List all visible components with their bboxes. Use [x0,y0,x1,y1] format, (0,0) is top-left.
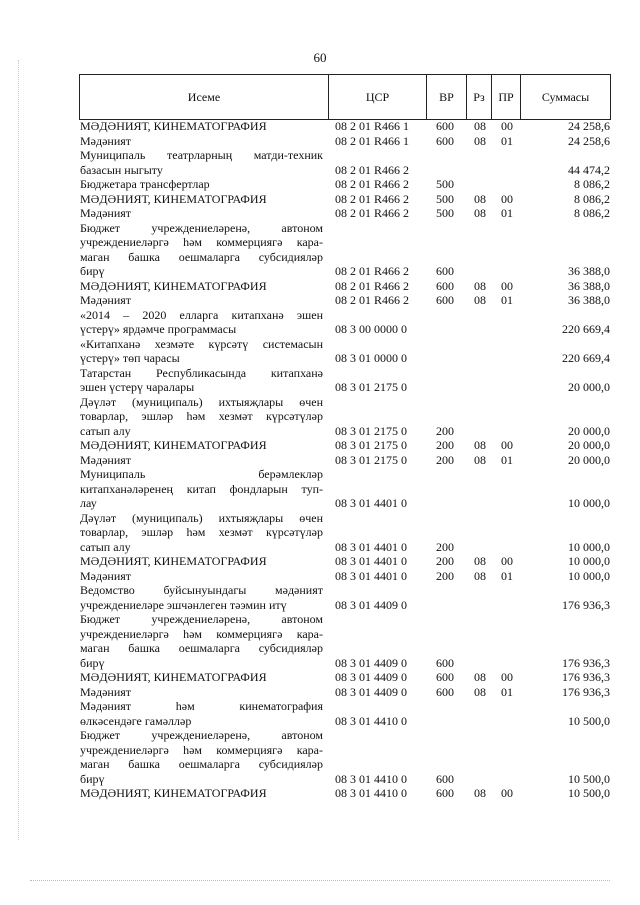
row-csr: 08 3 01 4410 0 [335,786,407,800]
row-name [80,308,323,337]
row-csr: 08 2 01 R466 2 [335,191,410,206]
row-name-line: Бюджет учреждениеләренә, автоном [80,728,323,742]
row-sum: 20 000,0 [568,423,610,438]
row-csr: 08 3 01 4401 0 [335,539,407,554]
row-name-line: учреждениеләргә һәм коммерциягә кара- [80,235,323,249]
row-name [80,511,323,555]
row-sum: 24 258,6 [568,133,610,148]
row-name [80,148,323,177]
table-row [0,148,640,177]
table-row [0,583,640,612]
table-row [0,279,640,294]
row-name-line: үстерү» ярдәмче программасы [80,322,237,336]
row-pr: 01 [501,568,513,583]
row-name-line: Дәүләт (муниципаль) ихтыяҗлары өчен [80,510,323,525]
row-name [80,279,323,294]
row-name-line: сатып алу [80,423,131,438]
row-name-line: «Китапханә хезмәте күрсәтү системасын [80,336,323,351]
row-sum: 20 000,0 [568,380,610,394]
row-name [80,395,323,439]
row-csr: 08 3 00 0000 0 [335,322,407,336]
row-name-line: товарлар, эшләр һәм хезмәт күрсәтүләр [80,525,323,539]
row-vr: 600 [436,119,454,133]
row-name-line: маган башка оешмаларга субсидияләр [80,249,323,264]
row-csr: 08 2 01 R466 2 [335,278,410,293]
table-body [0,119,640,801]
row-sum: 20 000,0 [568,438,610,452]
row-name-line: Бюджет учреждениеләренә, автоном [80,612,323,626]
row-sum: 220 669,4 [562,351,610,365]
row-name-line: МӘДӘНИЯТ, КИНЕМАТОГРАФИЯ [80,554,267,568]
row-vr: 200 [436,438,454,452]
row-name-line: китапханәләренең китап фондларын туп- [80,481,323,496]
row-name-line: Татарстан Республикасында китапханә [80,365,323,380]
row-rz: 08 [474,684,486,699]
table-row [0,554,640,569]
table-row [0,221,640,279]
table-row [0,685,640,700]
row-pr: 00 [501,786,513,800]
row-rz: 08 [474,786,486,800]
row-vr: 600 [436,293,454,307]
row-sum: 36 388,0 [568,264,610,278]
row-vr: 600 [436,655,454,670]
table-row [0,569,640,584]
row-vr: 200 [436,568,454,583]
row-sum: 44 474,2 [568,162,610,177]
table-row [0,670,640,685]
row-pr: 01 [501,293,513,307]
row-pr: 01 [501,684,513,699]
table-row [0,728,640,786]
row-name-line: өлкәсендәге гамәлләр [80,713,192,728]
row-csr: 08 3 01 2175 0 [335,438,407,452]
row-name-line: учреждениеләргә һәм коммерциягә кара- [80,742,323,757]
table-row [0,395,640,439]
row-name [80,206,323,221]
table-row [0,511,640,555]
row-sum: 36 388,0 [568,278,610,293]
header-pr: ПР [492,75,521,120]
scan-artifact [30,880,610,881]
table-row [0,134,640,149]
table-header [79,74,611,120]
row-csr: 08 3 01 4409 0 [335,684,407,699]
row-sum: 10 000,0 [568,496,610,510]
row-name-line: Бюджет учреждениеләренә, автоном [80,220,323,235]
row-csr: 08 3 01 0000 0 [335,351,407,365]
row-vr: 500 [436,191,454,206]
row-name-line: Муниципаль театрларның матди-техник [80,148,323,162]
row-vr: 600 [436,684,454,699]
row-rz: 08 [474,293,486,307]
row-name [80,366,323,395]
row-rz: 08 [474,278,486,293]
table-row [0,699,640,728]
row-name-line: МӘДӘНИЯТ, КИНЕМАТОГРАФИЯ [80,278,267,293]
row-sum: 10 000,0 [568,554,610,568]
row-csr: 08 2 01 R466 2 [335,177,410,191]
row-csr: 08 3 01 4401 0 [335,496,407,510]
row-name-line: Мәдәният [80,133,132,148]
row-name-line: Мәдәният [80,684,132,699]
row-csr: 08 2 01 R466 1 [335,133,410,148]
row-name [80,699,323,728]
row-csr: 08 2 01 R466 1 [335,119,410,133]
row-csr: 08 2 01 R466 2 [335,162,410,177]
row-pr: 01 [501,206,513,220]
row-name [80,612,323,670]
row-vr: 600 [436,670,454,684]
row-pr: 00 [501,278,513,293]
row-name [80,177,323,192]
table-row [0,786,640,801]
row-sum: 8 086,2 [574,177,610,191]
row-name [80,453,323,468]
row-vr: 200 [436,539,454,554]
row-name-line: бирү [80,771,105,786]
row-name [80,569,323,584]
row-name-line: Мәдәният [80,568,132,583]
row-name-line: Мәдәният [80,452,132,467]
row-vr: 200 [436,423,454,438]
row-name [80,685,323,700]
row-rz: 08 [474,119,486,133]
row-pr: 00 [501,670,513,684]
row-name-line: МӘДӘНИЯТ, КИНЕМАТОГРАФИЯ [80,119,267,133]
row-name-line: эшен үстерү чаралары [80,380,195,394]
row-csr: 08 3 01 4410 0 [335,771,407,786]
row-csr: 08 3 01 2175 0 [335,380,407,394]
row-csr: 08 3 01 2175 0 [335,452,407,467]
row-rz: 08 [474,568,486,583]
row-vr: 200 [436,554,454,568]
row-name-line: МӘДӘНИЯТ, КИНЕМАТОГРАФИЯ [80,191,267,206]
table-row [0,453,640,468]
row-name [80,337,323,366]
table-row [0,206,640,221]
row-name [80,467,323,511]
row-name-line: «2014 – 2020 елларга китапханә эшен [80,307,323,322]
table-row [0,293,640,308]
row-csr: 08 3 01 4401 0 [335,554,407,568]
row-sum: 220 669,4 [562,322,610,336]
table-row [0,119,640,134]
row-name-line: үстерү» төп чарасы [80,351,180,365]
row-rz: 08 [474,133,486,148]
row-name-line: лау [80,496,97,510]
row-sum: 8 086,2 [574,206,610,220]
table-row [0,177,640,192]
row-csr: 08 3 01 2175 0 [335,423,407,438]
table-row [0,337,640,366]
row-csr: 08 3 01 4410 0 [335,713,407,728]
row-name-line: Бюджетара трансфертлар [80,177,210,191]
row-name-line: Мәдәният һәм кинематография [80,699,323,713]
row-sum: 10 000,0 [568,568,610,583]
row-sum: 36 388,0 [568,293,610,307]
row-name-line: Муниципаль берәмлекләр [80,467,323,481]
row-name-line: бирү [80,264,105,278]
row-name [80,119,323,134]
table-row [0,467,640,511]
row-rz: 08 [474,554,486,568]
row-pr: 01 [501,452,513,467]
row-name-line: учреждениеләргә һәм коммерциягә кара- [80,626,323,641]
row-pr: 00 [501,191,513,206]
row-rz: 08 [474,452,486,467]
row-name [80,554,323,569]
page-number: 60 [313,50,327,65]
row-vr: 600 [436,771,454,786]
row-name-line: учреждениеләре эшчәнлеген тәэмин итү [80,597,287,612]
row-sum: 10 000,0 [568,539,610,554]
row-name-line: сатып алу [80,539,131,554]
row-sum: 24 258,6 [568,119,610,133]
row-sum: 10 500,0 [568,786,610,800]
row-vr: 600 [436,786,454,800]
row-name-line: маган башка оешмаларга субсидияләр [80,757,323,771]
row-name-line: бирү [80,655,105,670]
row-pr: 01 [501,133,513,148]
row-name-line: Дәүләт (муниципаль) ихтыяҗлары өчен [80,394,323,409]
row-pr: 00 [501,554,513,568]
row-sum: 20 000,0 [568,452,610,467]
row-vr: 600 [436,278,454,293]
row-csr: 08 2 01 R466 2 [335,293,410,307]
row-vr: 200 [436,452,454,467]
row-rz: 08 [474,670,486,684]
row-sum: 176 936,3 [562,597,610,612]
row-name [80,192,323,207]
header-sum: Суммасы [521,75,611,120]
row-name-line: Мәдәният [80,293,132,307]
row-name-line: МӘДӘНИЯТ, КИНЕМАТОГРАФИЯ [80,786,267,800]
row-name [80,293,323,308]
row-sum: 8 086,2 [574,191,610,206]
table-row [0,612,640,670]
table-row [0,438,640,453]
row-name-line: Мәдәният [80,206,132,220]
header-rz: Рз [467,75,492,120]
row-sum: 10 500,0 [568,771,610,786]
row-name [80,728,323,786]
row-name-line: Ведомство буйсынуындагы мәдәният [80,583,323,597]
row-rz: 08 [474,438,486,452]
row-pr: 00 [501,438,513,452]
row-csr: 08 3 01 4409 0 [335,655,407,670]
row-csr: 08 3 01 4401 0 [335,568,407,583]
row-sum: 176 936,3 [562,655,610,670]
row-name [80,134,323,149]
row-sum: 176 936,3 [562,684,610,699]
table-row [0,308,640,337]
row-sum: 10 500,0 [568,713,610,728]
row-name [80,583,323,612]
row-csr: 08 2 01 R466 2 [335,206,410,220]
header-csr: ЦСР [329,75,427,120]
row-name-line: товарлар, эшләр һәм хезмәт күрсәтүләр [80,409,323,423]
header-vr: ВР [427,75,467,120]
row-name [80,221,323,279]
row-csr: 08 2 01 R466 2 [335,264,410,278]
row-name-line: базасын ныгыту [80,162,163,177]
row-name [80,438,323,453]
row-csr: 08 3 01 4409 0 [335,597,407,612]
row-vr: 600 [436,264,454,278]
row-rz: 08 [474,191,486,206]
row-pr: 00 [501,119,513,133]
row-rz: 08 [474,206,486,220]
row-name-line: МӘДӘНИЯТ, КИНЕМАТОГРАФИЯ [80,438,267,452]
row-name [80,786,323,801]
row-vr: 600 [436,133,454,148]
row-vr: 500 [436,177,454,191]
row-name-line: маган башка оешмаларга субсидияләр [80,641,323,655]
row-sum: 176 936,3 [562,670,610,684]
header-name: Исеме [80,75,329,120]
row-name [80,670,323,685]
row-vr: 500 [436,206,454,220]
table-row [0,192,640,207]
row-csr: 08 3 01 4409 0 [335,670,407,684]
table-row [0,366,640,395]
row-name-line: МӘДӘНИЯТ, КИНЕМАТОГРАФИЯ [80,670,267,684]
